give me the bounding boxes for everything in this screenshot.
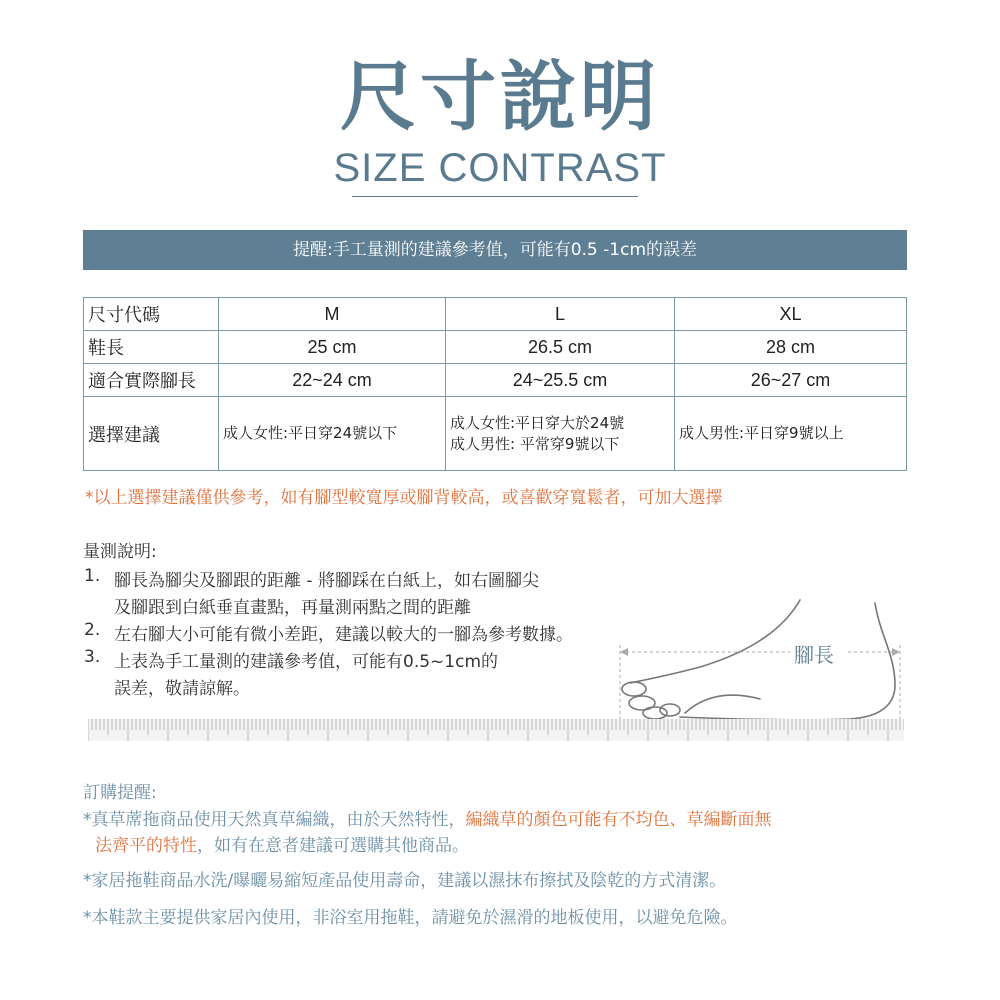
suggestion-xl: 成人男性:平日穿9號以上 [675, 397, 907, 471]
toe-shape [660, 704, 680, 716]
measure-item-text: 及腳跟到白紙垂直畫點，再量測兩點之間的距離 [114, 598, 471, 618]
measure-item-number: 2. [84, 620, 101, 640]
order-note-1-continued [95, 831, 469, 856]
size-suggestion-note: *以上選擇建議僅供參考，如有腳型較寬厚或腳背較高，或喜歡穿寬鬆者，可加大選擇 [85, 488, 723, 508]
note-text: ，如有在意者建議可選購其他商品。 [197, 836, 469, 856]
page-subtitle: SIZE CONTRAST [333, 146, 667, 190]
suggestion-l-women: 成人女性:平日穿大於24號 [450, 413, 625, 432]
size-m-header: M [219, 298, 446, 331]
order-note-3: *本鞋款主要提供家居內使用，非浴室用拖鞋，請避免於濕滑的地板使用，以避免危險。 [83, 908, 738, 928]
measure-item-text: 左右腳大小可能有微小差距，建議以較大的一腳為參考數據。 [114, 625, 573, 645]
title-divider [352, 196, 638, 197]
ruler-strip [88, 719, 904, 741]
table-row-foot-length [84, 364, 907, 397]
table-row-shoe-length [84, 331, 907, 364]
measure-item-number: 1. [84, 566, 101, 586]
size-table [83, 297, 907, 471]
arch-line [685, 695, 760, 713]
suggestion-m: 成人女性:平日穿24號以下 [219, 397, 446, 471]
row-label: 鞋長 [84, 331, 219, 364]
row-label: 尺寸代碼 [84, 298, 219, 331]
row-label: 適合實際腳長 [84, 364, 219, 397]
toe-shape [643, 707, 667, 719]
foot-length-m: 22~24 cm [219, 364, 446, 397]
measurement-reminder-banner: 提醒:手工量測的建議參考值，可能有0.5 -1cm的誤差 [83, 230, 907, 270]
measure-item-text: 腳長為腳尖及腳跟的距離 - 將腳踩在白紙上，如右圖腳尖 [114, 571, 539, 591]
table-row-size-code [84, 298, 907, 331]
note-text: *真草蓆拖商品使用天然真草編織，由於天然特性， [83, 810, 466, 830]
foot-length-label: 腳長 [794, 643, 834, 667]
foot-top-outline [630, 600, 800, 683]
foot-length-xl: 26~27 cm [675, 364, 907, 397]
size-l-header: L [446, 298, 675, 331]
table-row-suggestion [84, 397, 907, 471]
heel-outline [680, 603, 895, 720]
foot-length-l: 24~25.5 cm [446, 364, 675, 397]
order-reminder-heading: 訂購提醒: [83, 783, 157, 803]
toe-shape [622, 682, 646, 696]
measure-item-text: 誤差，敬請諒解。 [114, 679, 250, 699]
suggestion-l [446, 397, 675, 471]
shoe-length-m: 25 cm [219, 331, 446, 364]
size-xl-header: XL [675, 298, 907, 331]
note-highlight: 編織草的顏色可能有不均色、草編斷面無 [465, 810, 772, 830]
suggestion-l-men: 成人男性: 平常穿9號以下 [450, 434, 620, 453]
measure-item-number: 3. [84, 647, 101, 667]
order-note-2: *家居拖鞋商品水洗/曝曬易縮短產品使用壽命，建議以濕抹布擦拭及陰乾的方式清潔。 [83, 871, 727, 891]
page-title: 尺寸說明 [340, 52, 660, 141]
shoe-length-l: 26.5 cm [446, 331, 675, 364]
order-note-1 [83, 805, 772, 830]
note-highlight: 法齊平的特性 [95, 836, 197, 856]
shoe-length-xl: 28 cm [675, 331, 907, 364]
foot-measurement-illustration [610, 595, 910, 730]
row-label: 選擇建議 [84, 397, 219, 471]
measurement-heading: 量測說明: [83, 542, 157, 562]
measure-item-text: 上表為手工量測的建議參考值，可能有0.5~1cm的 [114, 652, 499, 672]
